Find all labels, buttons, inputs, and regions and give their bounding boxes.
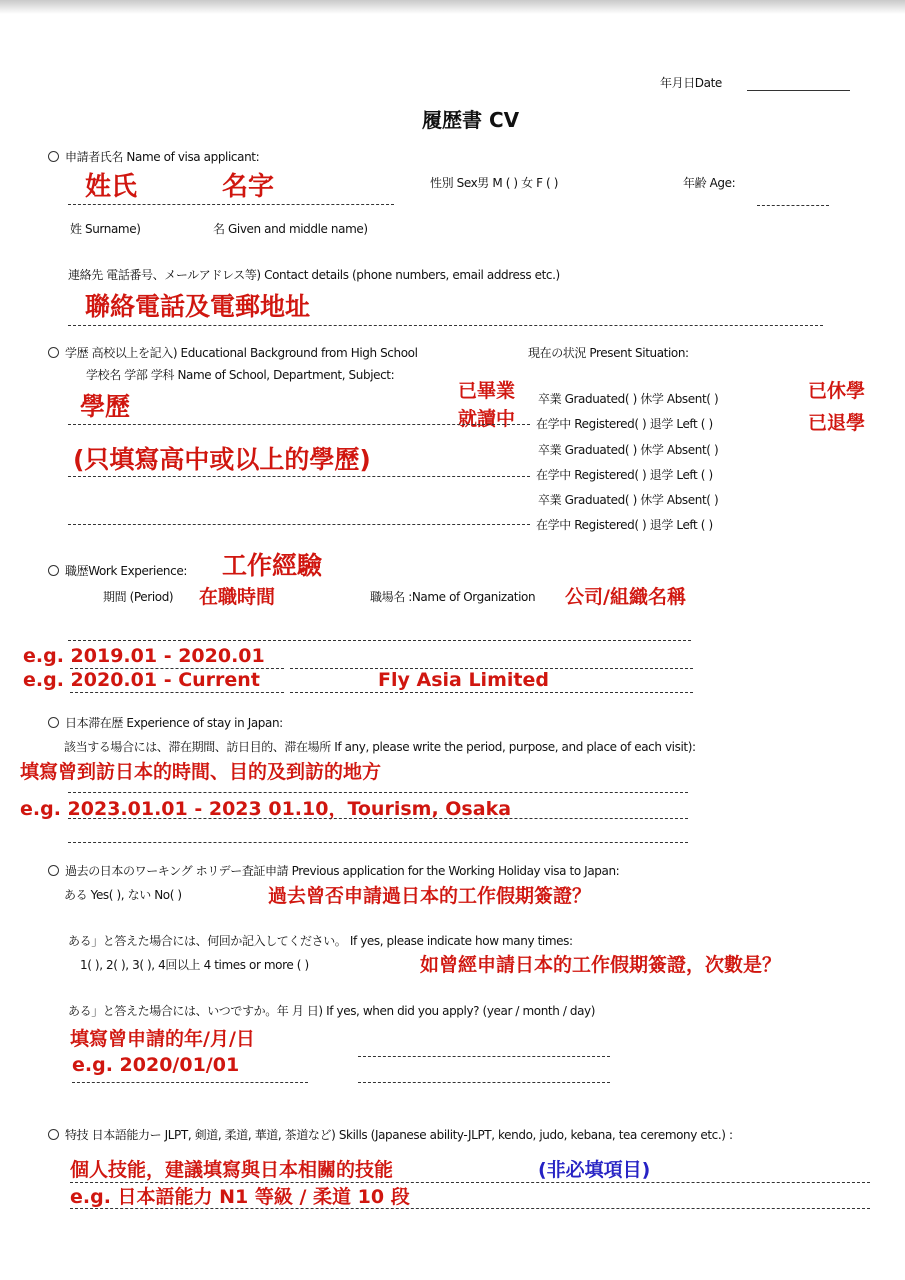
annot-wh-times: 如曾經申請日本的工作假期簽證，次數是？: [420, 954, 782, 976]
work-line-2b: [290, 692, 693, 693]
edu-status-row-3a: 卒業 Graduated( ) 休学 Absent( ): [538, 493, 719, 507]
name-label: 申請者氏名 Name of visa applicant:: [65, 150, 260, 164]
stay-sublabel: 該当する場合には、滞在期間、訪日目的、滞在場所 If any, please write the period, purpose, and place of each visit):: [64, 740, 696, 754]
date-label: 年月日Date: [660, 76, 722, 90]
contact-line: [68, 325, 823, 326]
bullet-circle: [48, 565, 59, 576]
work-line-2a: [70, 692, 284, 693]
annot-given: 名字: [222, 172, 275, 202]
sublabel-surname: 姓 Surname): [70, 222, 141, 236]
school-label: 学校名 学部 学科 Name of School, Department, Subject:: [86, 368, 395, 382]
annot-skills: 個人技能，建議填寫與日本相關的技能: [70, 1159, 394, 1181]
work-example-2-org: Fly Asia Limited: [378, 669, 549, 691]
annot-education: 學歷: [80, 392, 131, 421]
bullet-circle: [48, 347, 59, 358]
stay-section: [48, 714, 283, 731]
education-label: 学歴 高校以上を記入) Educational Background from High School: [65, 346, 418, 360]
sex-label: 性別 Sex男 M ( ) 女 F ( ): [430, 176, 558, 190]
annot-wh-when: 填寫曾申請的年/月/日: [70, 1028, 255, 1050]
work-label: 職歴Work Experience:: [65, 564, 187, 578]
work-example-2: e.g. 2020.01 - Current: [23, 669, 260, 691]
stay-line-1: [68, 792, 688, 793]
annot-registered: 就讀中: [458, 408, 516, 430]
wh-label: 過去の日本のワーキング ホリデー査証申請 Previous application for the Working Holiday visa to Japan:: [65, 864, 620, 878]
wh-yes-no: ある Yes( ), ない No( ): [64, 888, 182, 902]
page-title: 履歴書 CV: [422, 108, 520, 132]
edu-status-row-1a: 卒業 Graduated( ) 休学 Absent( ): [538, 392, 719, 406]
name-section: [48, 148, 259, 165]
skills-label: 特技 日本語能力ー JLPT, 剣道, 柔道, 華道, 茶道など) Skills (Japanese ability-JLPT, kendo, judo, kebana, tea ceremony etc.) :: [65, 1128, 733, 1142]
stay-example: e.g. 2023.01.01 - 2023 01.10，Tourism, Osaka: [20, 798, 512, 820]
edu-line-3: [68, 524, 530, 525]
wh-section: [48, 862, 619, 879]
bullet-circle: [48, 1129, 59, 1140]
stay-line-2: [68, 818, 688, 819]
annot-organization: 公司/組織名稱: [565, 586, 686, 608]
edu-status-row-3b: 在学中 Registered( ) 退学 Left ( ): [536, 518, 713, 532]
stay-line-3: [68, 842, 688, 843]
present-situation-label: 現在の状況 Present Situation:: [528, 346, 689, 360]
skills-section: [48, 1126, 733, 1143]
organization-label: 職場名 :Name of Organization: [370, 590, 536, 604]
wh-when-line-1: [358, 1056, 610, 1057]
stay-label: 日本滞在歴 Experience of stay in Japan:: [65, 716, 283, 730]
bullet-circle: [48, 865, 59, 876]
name-line: [68, 204, 394, 205]
edu-status-row-2a: 卒業 Graduated( ) 休学 Absent( ): [538, 443, 719, 457]
annot-work: 工作經驗: [222, 551, 323, 580]
sublabel-given: 名 Given and middle name): [213, 222, 368, 236]
skills-example: e.g. 日本語能力 N1 等級 / 柔道 10 段: [70, 1186, 410, 1208]
annot-education-note: (只填寫高中或以上的學歷): [73, 445, 371, 474]
annot-stay: 填寫曾到訪日本的時間、目的及到訪的地方: [20, 761, 382, 783]
bullet-circle: [48, 717, 59, 728]
edu-status-row-1b: 在学中 Registered( ) 退学 Left ( ): [536, 417, 713, 431]
wh-times-options: 1( ), 2( ), 3( ), 4回以上 4 times or more ( ): [80, 958, 309, 972]
annot-wh: 過去曾否申請過日本的工作假期簽證？: [268, 885, 592, 907]
edu-line-2: [68, 476, 530, 477]
skills-line-2: [70, 1208, 870, 1209]
skills-optional-note: (非必填項目): [538, 1159, 651, 1181]
age-line: [757, 205, 829, 206]
contact-label: 連絡先 電話番号、メールアドレス等) Contact details (phone numbers, email address etc.): [68, 268, 560, 282]
edu-line-1: [68, 424, 530, 425]
annot-left: 已退學: [808, 412, 866, 434]
work-example-1: e.g. 2019.01 - 2020.01: [23, 645, 265, 667]
education-section: [48, 344, 418, 361]
wh-when-label: ある」と答えた場合には、いつですか。年 月 日) If yes, when did you apply? (year / month / day): [68, 1004, 596, 1018]
annot-contact: 聯絡電話及電郵地址: [85, 292, 311, 321]
wh-when-example: e.g. 2020/01/01: [72, 1054, 240, 1076]
age-label: 年齢 Age:: [683, 176, 736, 190]
work-line-top: [68, 640, 691, 641]
annot-period: 在職時間: [199, 586, 276, 608]
period-label: 期間 (Period): [103, 590, 174, 604]
top-shadow: [0, 0, 905, 14]
edu-status-row-2b: 在学中 Registered( ) 退学 Left ( ): [536, 468, 713, 482]
annot-graduated: 已畢業: [458, 380, 516, 402]
wh-when-line-2a: [72, 1082, 308, 1083]
bullet-circle: [48, 151, 59, 162]
annot-absent: 已休學: [808, 380, 866, 402]
wh-times-label: ある」と答えた場合には、何回か記入してください。 If yes, please indicate how many times:: [68, 934, 573, 948]
annot-surname: 姓氏: [85, 172, 138, 202]
wh-when-line-2b: [358, 1082, 610, 1083]
date-line: [747, 90, 850, 91]
work-section: [48, 562, 187, 579]
